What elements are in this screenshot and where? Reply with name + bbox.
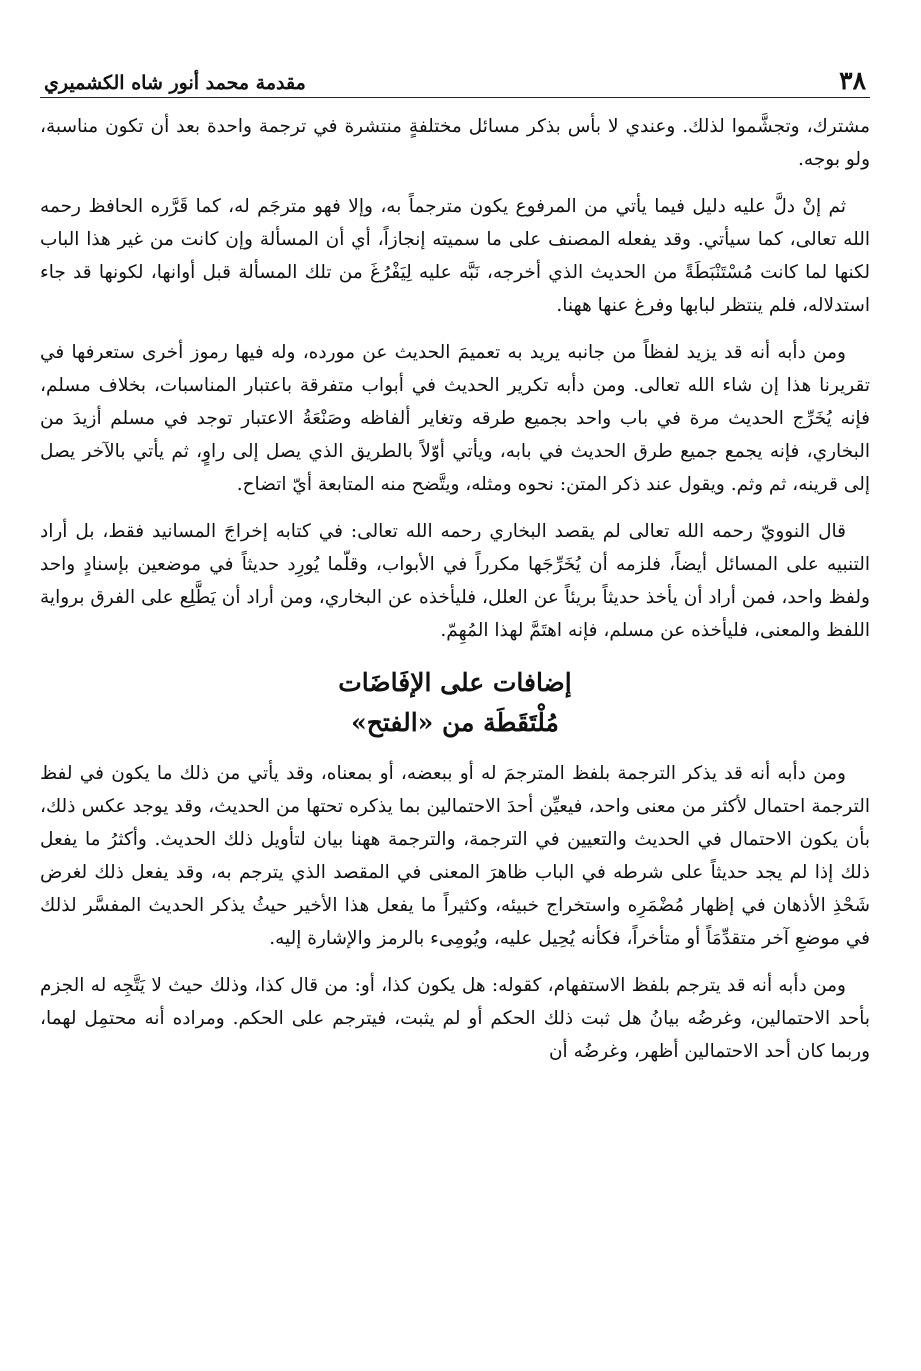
- page-number: ٣٨: [839, 66, 866, 95]
- section-heading-title: إضافات على الإفَاضَات: [338, 668, 572, 697]
- page-header: [40, 52, 870, 98]
- section-heading-subtitle: مُلْتَقَطَة من «الفتح»: [351, 708, 559, 737]
- paragraph: مشترك، وتجشَّموا لذلك. وعندي لا بأس بذكر مسائل مختلفةٍ منتشرة في ترجمة واحدة بعد أن تكون مناسبة، ولو بوجه.: [40, 116, 870, 170]
- book-page: [40, 52, 870, 1082]
- paragraph: ومن دأبه أنه قد يترجم بلفظ الاستفهام، كقوله: هل يكون كذا، أو: من قال كذا، وذلك حيث لا يَتَّجِه له الجزم بأحد الاحتمالين، وغرضُه بيانُ هل ثبت ذلك الحكم أو لم يثبت، فيترجم على الحكم. ومراده أنه محتمِل لهما، وربما كان أحد الاحتمالين أظهر، وغرضُه أن: [40, 975, 870, 1062]
- page-body: [40, 110, 870, 1068]
- paragraphs-after-heading: [40, 757, 870, 1068]
- paragraph: ثم إنْ دلَّ عليه دليل فيما يأتي من المرفوع يكون مترجماً به، وإلا فهو مترجَم له، كما قَرَّره الحافظ رحمه الله تعالى، كما سيأتي. وقد يفعله المصنف على ما سميته إنجازاً، أي أن المسألة وإن كانت من غير هذا الباب لكنها لما كانت مُسْتَنْبَطَةً من الحديث الذي أخرجه، نَبَّه عليه لِيَفْرُغَ من تلك المسألة قبل أوانها، لكونها قد جاء استدلاله، فلم ينتظر لبابها وفرغ عنها ههنا.: [40, 196, 870, 316]
- paragraph: قال النوويّ رحمه الله تعالى لم يقصد البخاري رحمه الله تعالى: في كتابه إخراجَ المسانيد فقط، بل أراد التنبيه على المسائل أيضاً، فلزمه أن يُخَرِّجَها مكرراً في الأبواب، وقلّما يُورِد حديثاً في موضعين بإسنادٍ واحد ولفظ واحد، فمن أراد أن يأخذ حديثاً بريئاً عن العلل، فليأخذه عن البخاري، ومن أراد أن يَطَّلِع على الفرق برواية اللفظ والمعنى، فليأخذه عن مسلم، فإنه اهتَمَّ لهذا المُهِمّ.: [40, 521, 870, 641]
- paragraphs-before-heading: [40, 110, 870, 647]
- running-title: مقدمة محمد أنور شاه الكشميري: [44, 72, 306, 94]
- section-heading: [40, 663, 870, 743]
- paragraph: ومن دأبه أنه قد يزيد لفظاً من جانبه يريد به تعميمَ الحديث عن مورده، وله فيها رموز أخرى ستعرفها في تقريرنا هذا إن شاء الله تعالى. ومن دأبه تكرير الحديث في أبواب متفرقة باعتبار المناسبات، بخلاف مسلم، فإنه يُخَرِّج الحديث مرة في باب واحد بجميع طرقه وتغاير ألفاظه وصَنْعَةُ الاعتبار توجد في مسلم أزيدَ من البخاري، فإنه يجمع جميع طرق الحديث في بابه، ويأتي أوّلاً بالطريق الذي يصل إلى راوٍ، ثم يأتي بالآخر يصل إلى قرينه، ثم وثم. ويقول عند ذكر المتن: نحوه ومثله، ويتَّضح منه المتابعة أيّ اتضاح.: [40, 342, 870, 495]
- paragraph: ومن دأبه أنه قد يذكر الترجمة بلفظ المترجمَ له أو ببعضه، أو بمعناه، وقد يأتي من ذلك ما يكون في لفظ الترجمة احتمال لأكثر من معنى واحد، فيعيِّن أحدَ الاحتمالين بما يذكره تحتها من الحديث، وقد يوجد عكس ذلك، بأن يكون الاحتمال في الحديث والتعيين في الترجمة، والترجمة ههنا بيان لتأويل ذلك الحديث. وأكثرُ ما يفعل ذلك إذا لم يجد حديثاً على شرطه في الباب ظاهرَ المعنى في المقصد الذي يترجم به، وقد يفعل ذلك لغرض شَحْذِ الأذهان في إظهار مُضْمَرِه واستخراج خبيئه، وكثيراً ما يفعل هذا الأخير حيثُ يذكر الحديث المفسَّر لذلك في موضعِ آخر متقدِّمَاً أو متأخراً، فكأنه يُحِيل عليه، ويُومِىء بالرمز والإشارة إليه.: [40, 763, 870, 949]
